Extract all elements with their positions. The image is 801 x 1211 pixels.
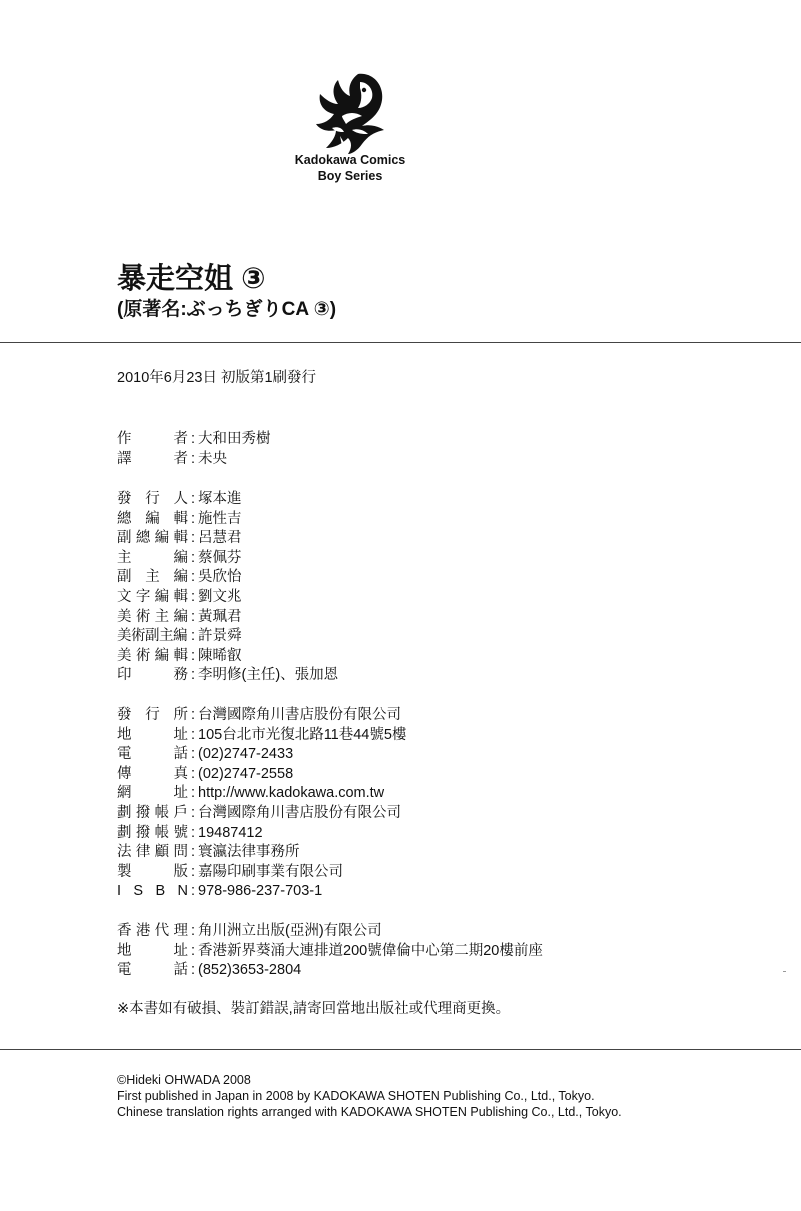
credit-colon: :: [190, 667, 196, 684]
credit-row: [117, 568, 242, 588]
credit-value: (852)3653-2804: [198, 962, 302, 979]
credit-colon: :: [190, 530, 196, 547]
credit-value: 劉文兆: [198, 589, 242, 605]
credit-value: 蔡佩芬: [198, 549, 242, 566]
credit-value: 施性吉: [198, 510, 242, 527]
credit-label: 發 行 所: [117, 707, 188, 723]
credit-row: [117, 843, 300, 863]
credit-colon: :: [190, 628, 196, 645]
credit-label: 法 律 顧 問: [117, 844, 188, 861]
credit-value: 未央: [198, 450, 227, 467]
credit-row: [117, 922, 382, 942]
credit-row: [117, 961, 301, 981]
credit-label: I S B N: [117, 883, 188, 900]
credit-value: 19487412: [198, 824, 263, 841]
credit-label: 作 者: [117, 431, 188, 447]
credit-colon: :: [190, 824, 196, 841]
credit-value: 香港新界葵涌大連排道200號偉倫中心第二期20樓前座: [198, 942, 543, 959]
credit-row: [117, 608, 242, 628]
credit-row: [117, 430, 271, 450]
credit-label: 副 總 編 輯: [117, 530, 188, 547]
credit-label: 美 術 副 主 編: [117, 628, 187, 645]
credit-value: 台灣國際角川書店股份有限公司: [198, 805, 401, 821]
credit-colon: :: [190, 450, 196, 467]
credit-row: [117, 627, 242, 647]
credit-label: 電 話: [117, 746, 188, 763]
credit-row: [117, 765, 293, 785]
credit-value: 陳晞叡: [198, 647, 242, 664]
credit-colon: :: [190, 883, 196, 900]
credit-label: 傳 真: [117, 765, 188, 782]
credit-value: 978-986-237-703-1: [198, 883, 323, 900]
credit-row: [117, 647, 242, 667]
credit-colon: :: [190, 785, 196, 802]
credit-colon: :: [190, 844, 196, 861]
phoenix-logo-icon: [312, 70, 388, 156]
credit-label: 電 話: [117, 962, 188, 979]
original-title: (原著名:ぶっちぎりCA ③): [117, 299, 337, 320]
credit-row: [117, 804, 401, 824]
imprint-line-2: Boy Series: [317, 169, 383, 183]
imprint-line-1: Kadokawa Comics: [294, 153, 406, 167]
credit-label: 文 字 編 輯: [117, 589, 188, 605]
credit-row: [117, 549, 242, 569]
credit-value: 許景舜: [198, 628, 242, 645]
credit-row: [117, 863, 343, 883]
credit-label: 網 址: [117, 785, 188, 802]
credit-label: 製 版: [117, 863, 188, 880]
copyright-line-2: First published in Japan in 2008 by KADOKAWA SHOTEN Publishing Co., Ltd., Tokyo.: [117, 1089, 595, 1103]
credit-value: 塚本進: [198, 491, 242, 507]
bottom-divider: [0, 1049, 801, 1050]
credit-label: 主 編: [117, 549, 188, 566]
credit-row: [117, 588, 242, 608]
credit-row: [117, 784, 384, 804]
credit-label: 譯 者: [117, 450, 188, 467]
credit-row: [117, 529, 242, 549]
scan-mark: [783, 971, 786, 972]
credit-label: 美 術 主 編: [117, 608, 188, 625]
credit-colon: :: [190, 923, 196, 939]
credit-colon: :: [190, 765, 196, 782]
credit-colon: :: [190, 569, 196, 586]
credit-colon: :: [190, 647, 196, 664]
credit-row: [117, 824, 263, 844]
credit-label: 美 術 編 輯: [117, 647, 188, 664]
credit-label: 副 主 編: [117, 569, 188, 586]
credit-colon: :: [190, 510, 196, 527]
credit-colon: :: [190, 549, 196, 566]
credit-value: 寰瀛法律事務所: [198, 844, 300, 861]
credit-value: 嘉陽印刷事業有限公司: [198, 863, 343, 880]
credit-row: [117, 745, 293, 765]
credit-value: (02)2747-2433: [198, 746, 294, 763]
credit-row: [117, 490, 242, 510]
credit-row: [117, 450, 227, 470]
credit-colon: :: [190, 608, 196, 625]
replacement-notice: ※本書如有破損、裝訂錯誤,請寄回當地出版社或代理商更換。: [117, 1001, 511, 1017]
credit-value: 吳欣怡: [198, 569, 242, 586]
credit-colon: :: [190, 942, 196, 959]
credit-value: 李明修(主任)、張加恩: [198, 667, 339, 684]
credit-colon: :: [190, 863, 196, 880]
credit-label: 地 址: [117, 942, 188, 959]
credit-colon: :: [190, 726, 196, 743]
credit-colon: :: [190, 805, 196, 821]
credit-row: [117, 706, 401, 726]
credit-row: [117, 666, 338, 686]
credit-row: [117, 882, 322, 902]
credit-value: 角川洲立出版(亞洲)有限公司: [198, 923, 382, 939]
credit-label: 印 務: [117, 667, 188, 684]
credit-value: (02)2747-2558: [198, 765, 294, 782]
credit-label: 發 行 人: [117, 491, 188, 507]
credit-value: 105台北市光復北路11巷44號5樓: [198, 726, 407, 743]
credit-label: 總 編 輯: [117, 510, 188, 527]
credit-colon: :: [190, 962, 196, 979]
copyright-line-3: Chinese translation rights arranged with KADOKAWA SHOTEN Publishing Co., Ltd., Tokyo.: [117, 1105, 622, 1119]
credit-label: 劃 撥 帳 號: [117, 824, 188, 841]
credit-row: [117, 726, 406, 746]
credit-label: 地 址: [117, 726, 188, 743]
credit-label: 劃 撥 帳 戶: [117, 805, 188, 821]
credit-row: [117, 510, 242, 530]
credit-colon: :: [190, 491, 196, 507]
credit-value: 呂慧君: [198, 530, 242, 547]
copyright-line-1: ©Hideki OHWADA 2008: [117, 1073, 251, 1087]
credit-colon: :: [190, 431, 196, 447]
credit-label: 香 港 代 理: [117, 923, 188, 939]
credit-value: http://www.kadokawa.com.tw: [198, 785, 385, 802]
credit-colon: :: [190, 589, 196, 605]
credit-colon: :: [190, 746, 196, 763]
top-divider: [0, 342, 801, 343]
credit-value: 大和田秀樹: [198, 431, 271, 447]
credit-colon: :: [190, 707, 196, 723]
edition-date: 2010年6月23日 初版第1刷發行: [117, 370, 317, 386]
book-title: 暴走空姐 ③: [117, 263, 266, 295]
credit-row: [117, 942, 543, 962]
credit-value: 黃珮君: [198, 608, 242, 625]
credit-value: 台灣國際角川書店股份有限公司: [198, 707, 401, 723]
